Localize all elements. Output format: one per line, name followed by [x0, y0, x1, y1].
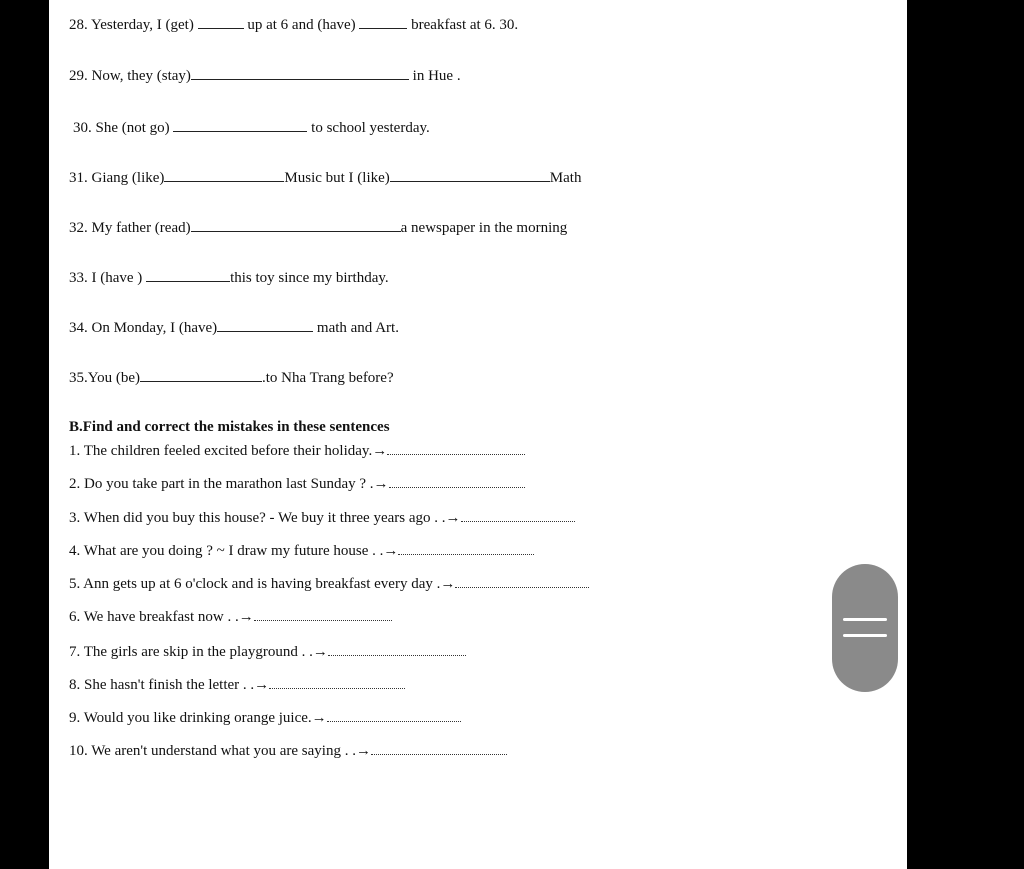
- question-text: 35.You (be): [69, 370, 140, 386]
- answer-blank[interactable]: [173, 118, 307, 132]
- answer-blank[interactable]: [359, 15, 407, 29]
- answer-blank[interactable]: [390, 168, 550, 182]
- correction-item-1: [69, 441, 525, 460]
- question-29: [69, 66, 461, 85]
- answer-dots[interactable]: [398, 541, 534, 555]
- item-text: 10. We aren't understand what you are saying . .→: [69, 743, 371, 759]
- correction-item-2: [69, 474, 525, 493]
- question-text: 34. On Monday, I (have): [69, 320, 218, 336]
- question-text: 30. She (not go): [73, 120, 170, 136]
- item-text: 2. Do you take part in the marathon last Sunday ? .→: [69, 476, 389, 492]
- answer-dots[interactable]: [387, 441, 525, 455]
- answer-blank[interactable]: [140, 368, 262, 382]
- correction-item-7: [69, 642, 466, 661]
- question-text: Music but I (like): [284, 170, 390, 186]
- answer-blank[interactable]: [198, 15, 244, 29]
- question-text: up at 6 and (have): [247, 17, 356, 33]
- question-text: a newspaper in the morning: [400, 220, 568, 236]
- question-text: this toy since my birthday.: [230, 270, 389, 286]
- question-28: [69, 15, 518, 34]
- correction-item-4: [69, 541, 534, 560]
- item-text: 3. When did you buy this house? - We buy it three years ago . .→: [69, 510, 461, 526]
- answer-blank[interactable]: [191, 218, 401, 232]
- question-text: 32. My father (read): [69, 220, 191, 236]
- question-text: math and Art.: [316, 320, 399, 336]
- question-text: .to Nha Trang before?: [261, 370, 394, 386]
- correction-item-10: [69, 741, 507, 760]
- item-text: 6. We have breakfast now . .→: [69, 609, 254, 625]
- item-text: 4. What are you doing ? ~ I draw my future house . .→: [69, 543, 399, 559]
- question-text: 28. Yesterday, I (get): [69, 17, 194, 33]
- question-text: 33. I (have ): [69, 270, 143, 286]
- question-35: [69, 368, 394, 387]
- answer-dots[interactable]: [327, 708, 461, 722]
- scroll-handle[interactable]: [832, 564, 898, 692]
- item-text: 8. She hasn't finish the letter . .→: [69, 677, 270, 693]
- answer-dots[interactable]: [455, 574, 589, 588]
- question-32: [69, 218, 567, 237]
- answer-blank[interactable]: [164, 168, 284, 182]
- correction-item-3: [69, 508, 575, 527]
- item-text: 7. The girls are skip in the playground . .→: [69, 644, 328, 660]
- answer-dots[interactable]: [461, 508, 575, 522]
- question-text: Math: [549, 170, 582, 186]
- item-text: 1. The children feeled excited before their holiday.→: [69, 443, 388, 459]
- item-text: 9. Would you like drinking orange juice.→: [69, 710, 327, 726]
- correction-item-5: [69, 574, 589, 593]
- answer-blank[interactable]: [217, 318, 313, 332]
- question-30: [73, 118, 430, 137]
- question-text: 31. Giang (like): [69, 170, 165, 186]
- question-text: to school yesterday.: [311, 120, 430, 136]
- answer-dots[interactable]: [269, 675, 405, 689]
- question-34: [69, 318, 399, 337]
- question-text: in Hue .: [412, 68, 461, 84]
- correction-item-6: [69, 607, 392, 626]
- question-text: breakfast at 6. 30.: [411, 17, 519, 33]
- question-31: [69, 168, 581, 187]
- correction-item-8: [69, 675, 405, 694]
- question-33: [69, 268, 389, 287]
- item-text: 5. Ann gets up at 6 o'clock and is having breakfast every day .→: [69, 576, 456, 592]
- correction-item-9: [69, 708, 461, 727]
- answer-dots[interactable]: [389, 474, 525, 488]
- question-text: 29. Now, they (stay): [69, 68, 191, 84]
- section-b-heading: B.Find and correct the mistakes in these sentences: [69, 419, 390, 435]
- answer-blank[interactable]: [146, 268, 230, 282]
- worksheet-page: [49, 0, 907, 869]
- answer-blank[interactable]: [191, 66, 409, 80]
- answer-dots[interactable]: [254, 607, 392, 621]
- answer-dots[interactable]: [328, 642, 466, 656]
- answer-dots[interactable]: [371, 741, 507, 755]
